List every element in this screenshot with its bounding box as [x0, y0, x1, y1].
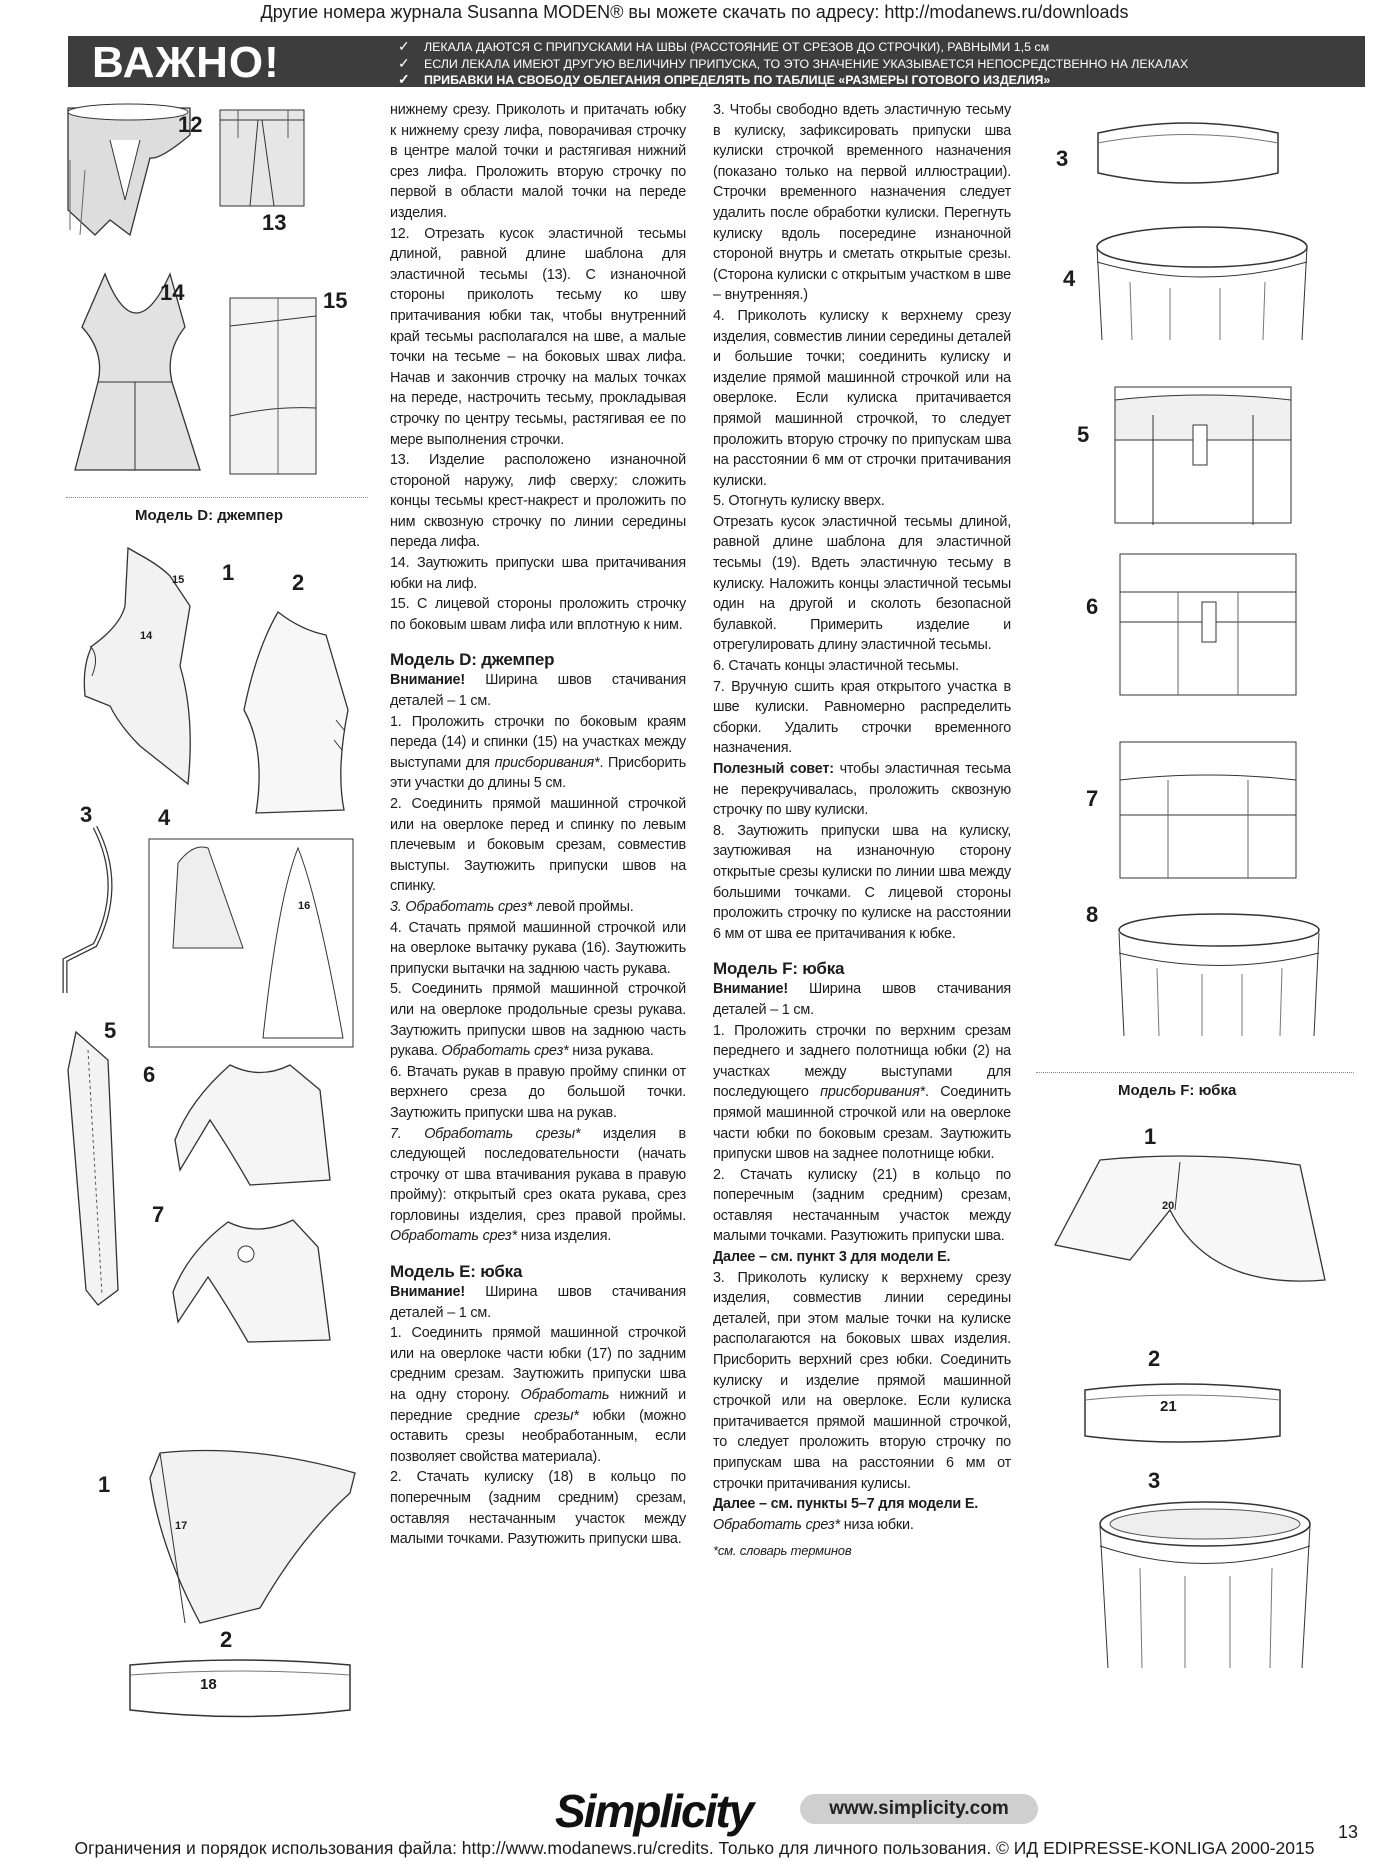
banner-line-1: ЛЕКАЛА ДАЮТСЯ С ПРИПУСКАМИ НА ШВЫ (РАССТОЯНИЕ ОТ СРЕЗОВ ДО СТРОЧКИ), РАВНЫМИ 1,5 см — [424, 40, 1050, 54]
illustration-d4 — [148, 838, 354, 1048]
figure-label: 5 — [104, 1018, 117, 1043]
illustration-d3 — [55, 825, 130, 995]
part-number: 18 — [200, 1676, 217, 1693]
attention-label: Внимание! — [390, 1284, 465, 1301]
figure-label: 4 — [158, 805, 171, 830]
step-text: . Соединить прямой машинной строчкой или на оверлоке части юбки по боковым срезам. Заутюжить припуски швов на заднее полотнище юбки. — [713, 1084, 1011, 1163]
tip-text: чтобы эластичная тесьма не перекручивалась, проложить сквозную строчку по шву кулиски. — [713, 761, 1011, 819]
paragraph: 5. Отогнуть кулиску вверх. — [713, 493, 885, 510]
banner-lines — [398, 39, 1188, 89]
see-also: Далее – см. пункты 5–7 для модели E. — [713, 1496, 979, 1513]
paragraph: 7. Вручную сшить края открытого участка в шве кулиски. Равномерно распределить сборки. Удалить строчки временного назначения. — [713, 678, 1011, 757]
heading-model-e: Модель E: юбка — [390, 1262, 523, 1282]
banner-line-3: ПРИБАВКИ НА СВОБОДУ ОБЛЕГАНИЯ ОПРЕДЕЛЯТЬ ПО ТАБЛИЦЕ «РАЗМЕРЫ ГОТОВОГО ИЗДЕЛИЯ» — [424, 73, 1051, 87]
text-column-2 — [713, 100, 1011, 1562]
step-text: 1. Проложить строчки по боковым краям переда (14) и спинки (15) на участках между выступами для — [390, 713, 686, 771]
paragraph: 3. Приколоть кулиску к верхнему срезу изделия, совместив линии середины деталей, при этом малые точки на кулиске располагаются на боковых швах изделия. Присборить верхний срез юбки. Соединить кулиску и изделие прямой машинной строчкой или на оверлоке. Если кулиска притачивается прямой машинной строчкой, то следует проложить вторую строчку по припускам шва на расстоянии 6 мм от строчки притачивания кулисы. — [713, 1269, 1011, 1492]
illustration-f1 — [1050, 1150, 1330, 1295]
paragraph: 3. Чтобы свободно вдеть эластичную тесьму в кулиску, зафиксировать припуски шва кулиски строчкой временного назначения (показано только на первой иллюстрации). Строчки временного назначения следует удалить после обработки кулиски. Перегнуть кулиску вдоль посередине изнаночной стороной внутрь и сметать открытые срезы. (Сторона кулиски с открытым участком в шве – внутренняя.) — [713, 102, 1011, 304]
illustration-14 — [70, 272, 205, 472]
figure-label: 2 — [220, 1627, 233, 1652]
paragraph: 13. Изделие расположено изнаночной стороной наружу, лиф сверху: сложить концы тесьмы крест-накрест и проложить по ним сквозную строчку по линии середины переда лифа. — [390, 452, 686, 551]
attention-label: Внимание! — [390, 672, 465, 689]
figure-label: 8 — [1086, 902, 1099, 927]
term-link: Обработать срез* — [390, 1228, 517, 1245]
illustration-e7 — [1118, 740, 1298, 880]
figure-label: 12 — [178, 112, 203, 137]
footnote: *см. словарь терминов — [713, 1543, 852, 1559]
step-text: низа рукава. — [568, 1043, 654, 1060]
important-banner — [68, 36, 1365, 87]
figure-label: 1 — [1144, 1124, 1157, 1149]
figure-label: 7 — [1086, 786, 1099, 811]
step-text: юбки (можно оставить срезы необработанным, если позволяет свойства материала). — [390, 1407, 686, 1465]
illustration-f3 — [1090, 1496, 1320, 1671]
part-number: 17 — [175, 1520, 188, 1532]
step-text: низа изделия. — [516, 1228, 612, 1245]
paragraph: 2. Соединить прямой машинной строчкой или на оверлоке перед и спинку по левым плечевым и боковым срезам, совместив выступы. Заутюжить припуски швов на спинку. — [390, 796, 686, 895]
caption-model-f: Модель F: юбка — [1118, 1082, 1237, 1099]
figure-label: 3 — [1148, 1468, 1161, 1493]
illustration-d6 — [170, 1060, 345, 1190]
paragraph: 14. Заутюжить припуски шва притачивания юбки на лиф. — [390, 555, 686, 592]
part-number: 16 — [298, 900, 311, 912]
illustration-e8 — [1112, 908, 1327, 1038]
figure-label: 14 — [160, 280, 185, 305]
attention-text: Ширина швов стачивания деталей – 1 см. — [390, 672, 686, 710]
illustration-d1 — [80, 546, 210, 786]
term-link: Обработать срез* — [713, 1516, 840, 1533]
paragraph: 8. Заутюжить припуски шва на кулиску, заутюживая на изнаночную сторону открытые срезы кулиски по линии шва между большими точками. С лицевой стороны проложить строчку по кулиске на расстоянии 6 мм от шва ее притачивания к юбке. — [713, 822, 1011, 942]
figure-label: 6 — [1086, 594, 1099, 619]
caption-model-d: Модель D: джемпер — [135, 507, 284, 524]
part-number: 20 — [1162, 1200, 1175, 1212]
illustration-13 — [218, 108, 308, 208]
banner-line-2: ЕСЛИ ЛЕКАЛА ИМЕЮТ ДРУГУЮ ВЕЛИЧИНУ ПРИПУСКА, ТО ЭТО ЗНАЧЕНИЕ УКАЗЫВАЕТСЯ НЕПОСРЕДСТВЕННО НА ЛЕКАЛАХ — [424, 56, 1189, 71]
heading-model-f: Модель F: юбка — [713, 959, 845, 979]
usage-note: Ограничения и порядок использования файла: http://www.modanews.ru/credits. Только для личного пользования. © ИД EDIPRESSE-KONLIGA 2000-2015 — [74, 1838, 1315, 1858]
paragraph: 2. Стачать кулиску (21) в кольцо по поперечным (задним средним) срезам, оставляя нестачанным участок между малыми точками. Разутюжить припуски шва. — [713, 1166, 1011, 1245]
illustration-d2 — [236, 610, 356, 815]
illustration-d7 — [168, 1212, 343, 1347]
figure-label: 2 — [292, 570, 305, 595]
figure-label: 3 — [80, 802, 93, 827]
illustration-e5 — [1113, 385, 1293, 525]
divider — [66, 497, 368, 498]
term-link: присборивания* — [494, 754, 600, 771]
text-column-1 — [390, 100, 686, 1550]
figure-label: 1 — [222, 560, 235, 585]
illustration-d5 — [58, 1030, 128, 1310]
website-link[interactable]: www.simplicity.com — [800, 1794, 1038, 1824]
figure-label: 4 — [1063, 266, 1076, 291]
heading-model-d: Модель D: джемпер — [390, 650, 555, 670]
tip-label: Полезный совет: — [713, 761, 834, 777]
paragraph: 4. Стачать прямой машинной строчкой или на оверлоке вытачку рукава (16). Заутюжить припуски вытачки на заднюю часть рукава. — [390, 919, 686, 977]
term-link: присборивания* — [820, 1084, 925, 1101]
figure-label: 15 — [323, 288, 348, 313]
paragraph: 4. Приколоть кулиску к верхнему срезу изделия, совместив линии середины деталей и большие точки; соединить кулиску и изделие прямой машинной строчкой или на оверлоке. Если кулиска притачивается прямой машинной строчкой, то следует проложить вторую строчку по припускам шва на расстоянии 6 мм от строчки притачивания кулиски. — [713, 307, 1011, 489]
see-also: Далее – см. пункт 3 для модели E. — [713, 1249, 951, 1266]
divider — [1036, 1072, 1354, 1073]
illustration-e3 — [1093, 118, 1283, 193]
term-link: 3. Обработать срез* — [390, 898, 533, 915]
attention-label: Внимание! — [713, 981, 788, 998]
illustration-e4 — [1090, 222, 1315, 342]
download-note: Другие номера журнала Susanna MODEN® вы можете скачать по адресу: http://modanews.ru/downloads — [260, 2, 1129, 22]
step-text: левой проймы. — [532, 898, 634, 915]
paragraph: 6. Втачать рукав в правую пройму спинки от верхнего среза до большой точки. Заутюжить припуски шва на рукав. — [390, 1063, 686, 1121]
term-link: 7. Обработать срезы* — [390, 1125, 581, 1142]
paragraph: нижнему срезу. Приколоть и притачать юбку к нижнему срезу лифа, поворачивая строчку в центре малой точки и растягивая нижний срез лифа. Проложить вторую строчку по первой в области малой точки на переде изделия. — [390, 102, 686, 221]
figure-label: 6 — [143, 1062, 156, 1087]
step-text: 5. Соединить прямой машинной строчкой или на оверлоке продольные срезы рукава. Заутюжить припуски швов на заднюю часть рукава. — [390, 981, 686, 1060]
step-text: 1. Соединить прямой машинной строчкой или на оверлоке части юбки (17) по задним средним срезам. Заутюжить припуски шва на одну сторону. — [390, 1325, 686, 1404]
figure-label: 3 — [1056, 146, 1069, 171]
check-icon: ✓ — [398, 54, 410, 71]
term-link: Обработать — [520, 1387, 610, 1404]
illustration-e2 — [120, 1655, 360, 1725]
figure-label: 13 — [262, 210, 287, 235]
illustration-e1 — [130, 1448, 360, 1628]
figure-label: 1 — [98, 1472, 111, 1497]
illustration-e6 — [1118, 552, 1298, 697]
part-number: 14 — [140, 630, 153, 642]
step-text: . Присборить эти участки до длины 5 см. — [390, 754, 686, 792]
paragraph: 2. Стачать кулиску (18) в кольцо по поперечным (задним средним) срезам, оставляя нестачанным участок между малыми точками. Разутюжить припуски шва. — [390, 1469, 686, 1548]
figure-label: 5 — [1077, 422, 1090, 447]
part-number: 15 — [172, 574, 185, 586]
paragraph: Отрезать кусок эластичной тесьмы длиной, равной длине шаблона для эластичной тесьмы (19). Вдеть эластичную тесьму в кулиску. Наложить концы эластичной тесьмы один на другой и сколоть безопасной булавкой. Примерить изделие и отрегулировать длину эластичной тесьмы. — [713, 513, 1011, 654]
attention-text: Ширина швов стачивания деталей – 1 см. — [390, 1284, 686, 1321]
step-text: изделия в следующей последовательности (начать строчку от шва втачивания рукава в правую пройму): открытый срез оката рукава, срез горловины изделия, срез правой проймы. — [390, 1125, 686, 1224]
figure-label: 2 — [1148, 1346, 1161, 1371]
illustration-15 — [228, 296, 318, 476]
step-text: низа юбки. — [839, 1516, 914, 1533]
paragraph: 15. С лицевой стороны проложить строчку по боковым швам лифа или вплотную к ним. — [390, 596, 686, 633]
check-icon: ✓ — [398, 71, 410, 87]
term-link: срезы* — [533, 1407, 579, 1424]
attention-text: Ширина швов стачивания деталей – 1 см. — [713, 981, 1011, 1018]
step-text: нижний и передние средние — [390, 1387, 686, 1424]
check-icon: ✓ — [398, 38, 410, 54]
term-link: Обработать срез* — [441, 1043, 569, 1060]
step-text: 1. Проложить строчки по верхним срезам переднего и заднего полотнища юбки (2) на участках между выступами для последующего — [713, 1022, 1011, 1101]
part-number: 21 — [1160, 1398, 1177, 1415]
paragraph: 6. Стачать концы эластичной тесьмы. — [713, 658, 959, 675]
banner-title: ВАЖНО! — [92, 38, 280, 87]
figure-label: 7 — [152, 1202, 165, 1227]
paragraph: 12. Отрезать кусок эластичной тесьмы длиной, равной длине шаблона для эластичной тесьмы (13). С изнаночной стороны приколоть тесьму ко шву притачивания юбки так, чтобы внутренний край тесьмы располагался на шве, а малые точки на тесьме – на боковых швах лифа. Начав и закончив строчку на малых точках на переде, настрочить тесьму, прокладывая строчку по центру тесьмы, растягивая ее по мере выполнения строчки. — [390, 225, 686, 448]
simplicity-logo: Simplicity — [555, 1785, 753, 1837]
page-number: 13 — [1338, 1822, 1359, 1842]
illustration-f2 — [1080, 1378, 1285, 1448]
